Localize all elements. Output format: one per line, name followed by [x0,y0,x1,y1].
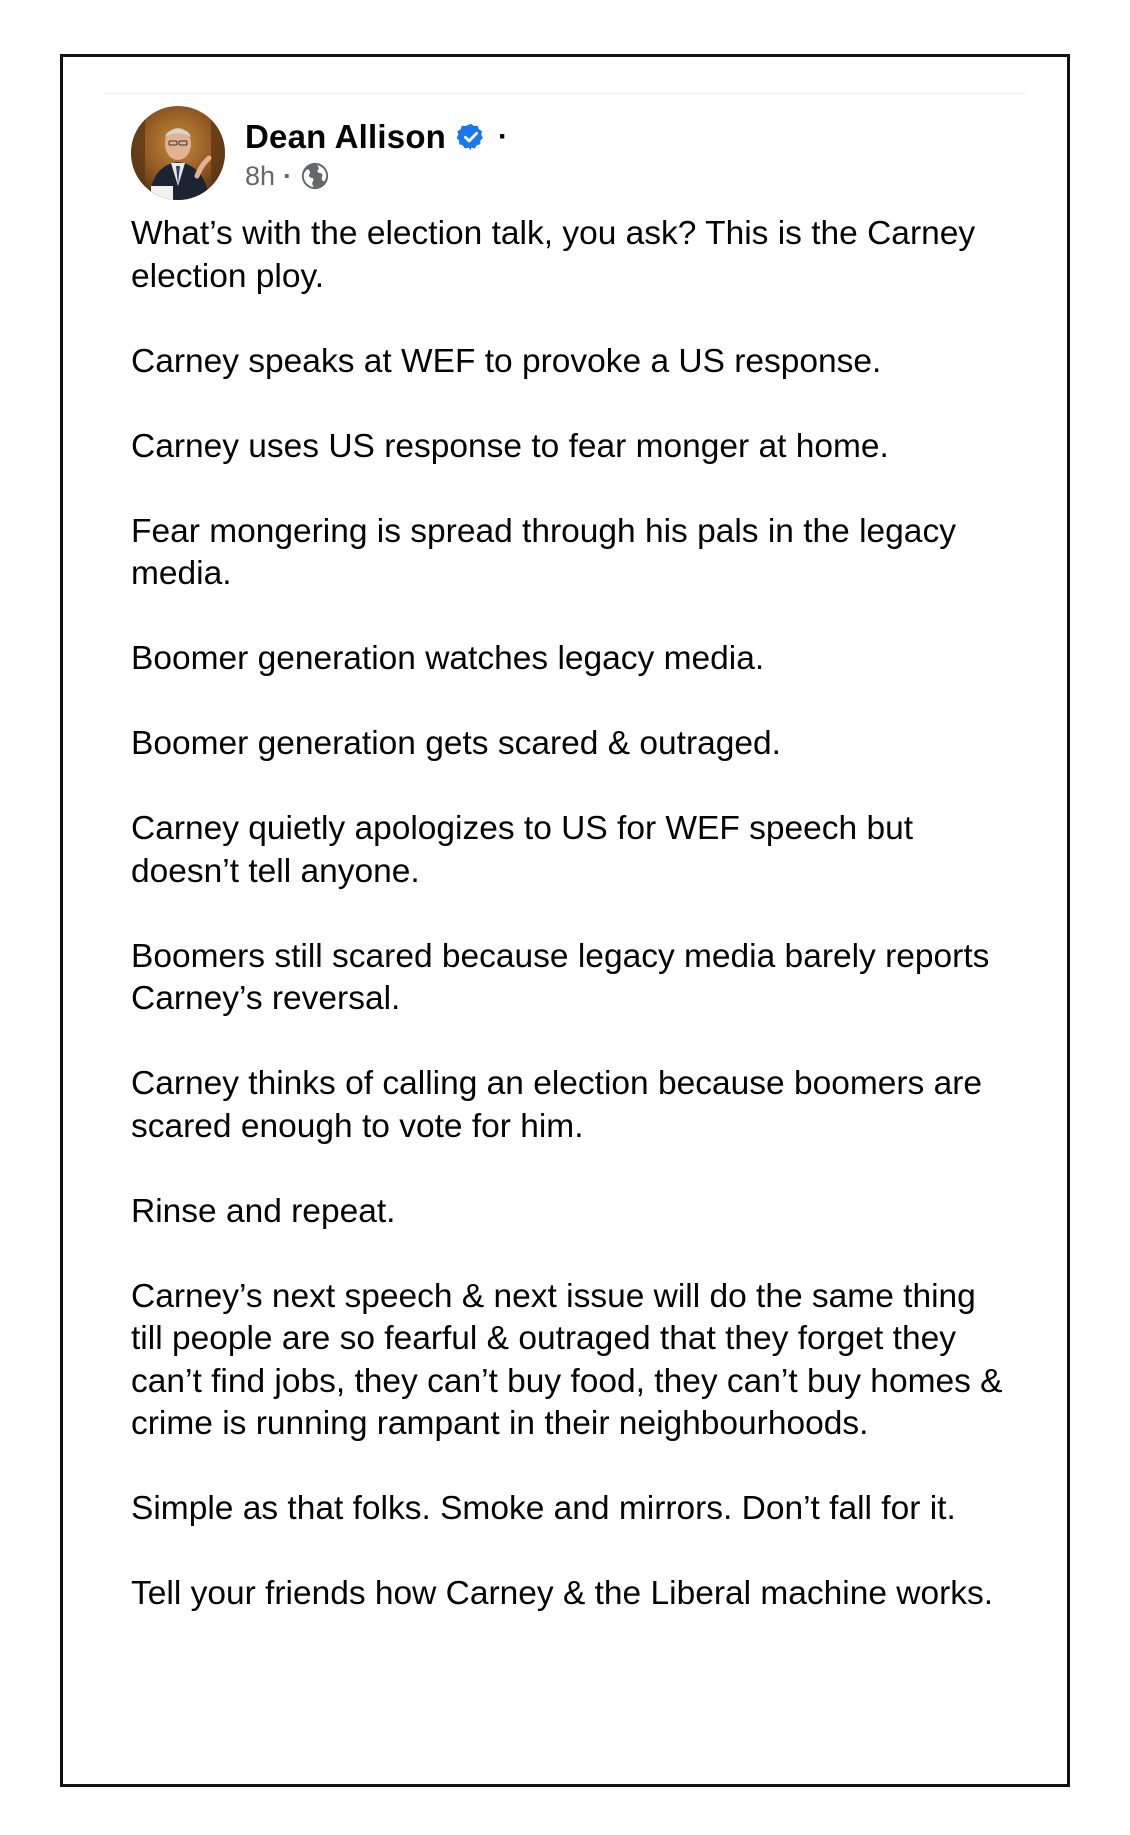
post-timestamp[interactable]: 8h [245,160,276,191]
globe-icon[interactable] [300,161,330,191]
post-paragraph: Carney thinks of calling an election because boomers are scared enough to vote for him. [131,1065,983,1145]
timestamp-separator: · [283,160,293,191]
post-paragraph: Boomers still scared because legacy media barely reports Carney’s reversal. [131,937,990,1017]
post-paragraph: Boomer generation watches legacy media. [131,640,765,677]
author-row [245,115,508,159]
card-divider [103,93,1027,94]
post-paragraph: Boomer generation gets scared & outraged. [131,725,781,762]
post-paragraph: Simple as that folks. Smoke and mirrors. Don’t fall for it. [131,1490,956,1527]
post-paragraph: Carney speaks at WEF to provoke a US response. [131,342,882,380]
post-paragraph: Rinse and repeat. [131,1192,396,1230]
author-name[interactable]: Dean Allison [245,117,447,155]
post-header [131,105,508,201]
post-paragraph: Carney quietly apologizes to US for WEF speech but doesn’t tell anyone. [131,810,914,890]
post-subline [245,161,508,192]
post-body [131,213,1011,1616]
post-paragraph: Tell your friends how Carney & the Liberal machine works. [131,1575,994,1612]
post-paragraph: Carney uses US response to fear monger at home. [131,427,889,465]
post-paragraph: Fear mongering is spread through his pals in the legacy media. [131,512,956,592]
name-separator: · [498,119,509,153]
avatar[interactable] [131,106,225,200]
screenshot-frame [60,54,1070,1787]
post-meta [245,115,508,192]
avatar-photo [131,106,225,200]
verified-badge-icon [456,122,486,152]
post-paragraph: Carney’s next speech & next issue will do the same thing till people are so fearful & outraged that they forget they can’t find jobs, they can’t buy food, they can’t buy homes & crime is running rampant in their neighbourhoods. [131,1277,1003,1442]
post-paragraph: What’s with the election talk, you ask? This is the Carney election ploy. [131,215,976,295]
